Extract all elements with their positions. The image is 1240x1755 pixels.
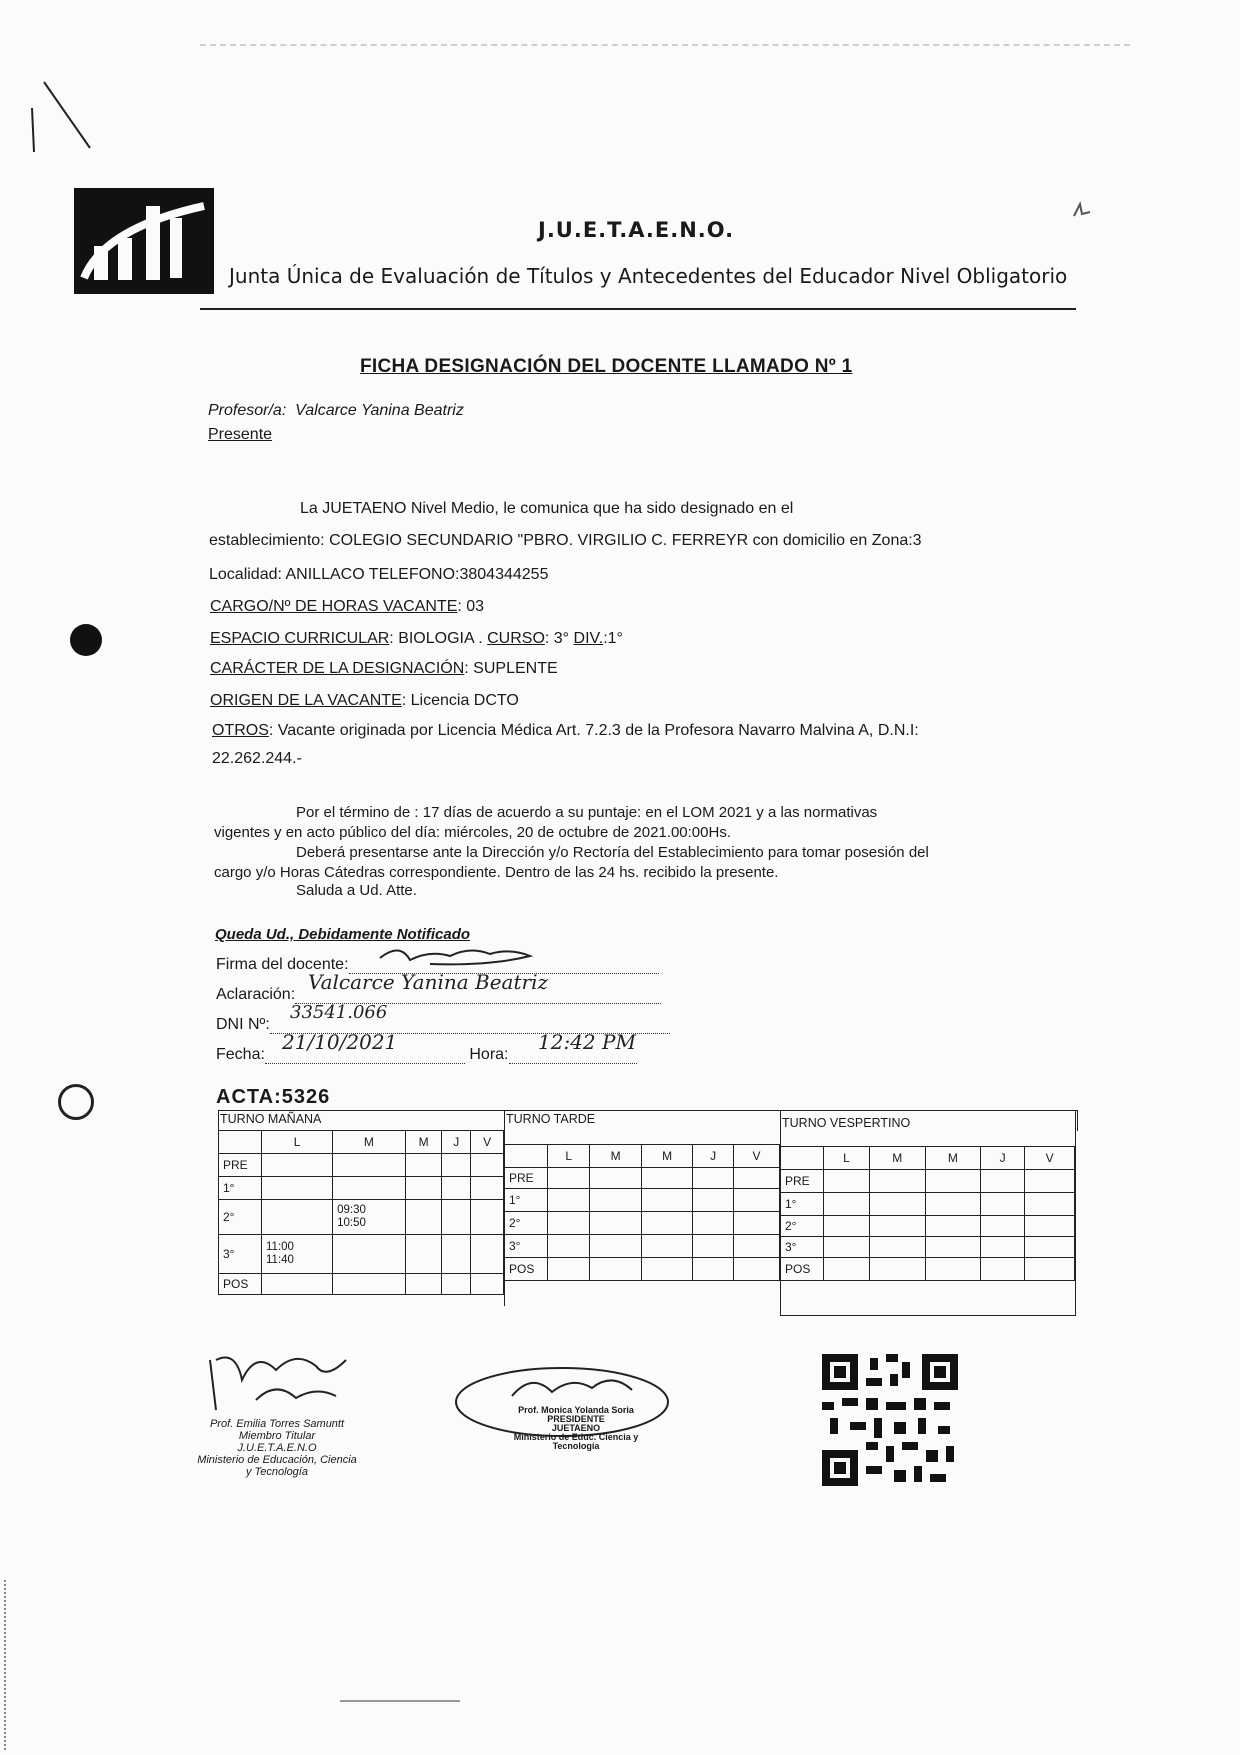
schedule-cell <box>824 1193 870 1216</box>
establecimiento-line: establecimiento: COLEGIO SECUNDARIO "PBRO. VIRGILIO C. FERREYR con domicilio en Zona:3 <box>209 532 922 549</box>
schedule-cell <box>824 1237 870 1258</box>
schedule-cell <box>1025 1237 1075 1258</box>
scan-mark-icon <box>20 78 100 158</box>
paragraph-line-4: cargo y/o Horas Cátedras correspondiente. Dentro de las 24 hs. recibido la presente. <box>214 864 779 881</box>
schedule-cell <box>442 1177 471 1200</box>
sig-left-line-3: J.U.E.T.A.E.N.O <box>237 1442 317 1454</box>
sig-center-line-2: PRESIDENTE <box>547 1414 605 1424</box>
schedule-cell <box>693 1235 734 1258</box>
schedule-header-row <box>219 1131 504 1154</box>
schedule-cell <box>262 1154 333 1177</box>
day-header-1: M <box>590 1145 641 1168</box>
day-header-0: L <box>548 1145 590 1168</box>
fecha-value: 21/10/2021 <box>282 1030 398 1054</box>
scan-edge-top <box>200 44 1130 54</box>
fecha-label: Fecha: <box>216 1046 265 1063</box>
day-header-1: M <box>869 1147 925 1170</box>
period-label: 3° <box>219 1235 262 1274</box>
paragraph-line-1: Por el término de : 17 días de acuerdo a su puntaje: en el LOM 2021 y a las normativas <box>296 804 878 821</box>
period-label: 2° <box>505 1212 548 1235</box>
day-header-2: M <box>405 1131 442 1154</box>
period-label: PRE <box>505 1168 548 1189</box>
schedule-manana-table <box>218 1130 504 1295</box>
schedule-cell <box>641 1235 692 1258</box>
signature-left-scribble <box>196 1340 376 1430</box>
otros-label: OTROS <box>212 722 269 739</box>
schedule-row <box>781 1170 1075 1193</box>
dni-label: DNI Nº: <box>216 1016 270 1033</box>
caracter-label: CARÁCTER DE LA DESIGNACIÓN <box>210 660 465 677</box>
turno-vespertino-title: TURNO VESPERTINO <box>782 1116 911 1130</box>
schedule-row <box>219 1235 504 1274</box>
day-header-1: M <box>333 1131 406 1154</box>
period-label: 1° <box>219 1177 262 1200</box>
schedule-cell <box>641 1189 692 1212</box>
schedule-cell <box>981 1258 1025 1281</box>
period-label: POS <box>781 1258 824 1281</box>
schedule-cell <box>733 1258 779 1281</box>
cargo-label: CARGO/Nº DE HORAS VACANTE <box>210 598 458 615</box>
schedule-cell <box>262 1200 333 1235</box>
espacio-line <box>210 630 623 648</box>
period-label: 2° <box>781 1216 824 1237</box>
schedule-row <box>505 1235 780 1258</box>
scan-edge-left <box>4 1580 10 1750</box>
hora-label: Hora: <box>469 1046 509 1063</box>
schedule-cell <box>981 1170 1025 1193</box>
turno-manana-title: TURNO MAÑANA <box>220 1112 322 1126</box>
sig-left-line-2: Miembro Titular <box>238 1430 316 1442</box>
period-label: PRE <box>781 1170 824 1193</box>
schedule-cell <box>981 1237 1025 1258</box>
otros-line <box>212 722 919 740</box>
schedule-cell <box>981 1216 1025 1237</box>
schedule-cell <box>471 1177 504 1200</box>
period-label: POS <box>219 1274 262 1295</box>
schedule-cell <box>641 1212 692 1235</box>
schedule-cell <box>869 1216 925 1237</box>
schedule-cell <box>824 1216 870 1237</box>
schedule-cell <box>641 1168 692 1189</box>
period-label: 2° <box>219 1200 262 1235</box>
paragraph-line-2: vigentes y en acto público del día: miércoles, 20 de octubre de 2021.00:00Hs. <box>214 824 731 841</box>
schedule-cell <box>1025 1216 1075 1237</box>
sig-left-line-5: y Tecnología <box>246 1466 308 1478</box>
schedule-cell <box>471 1274 504 1295</box>
schedule-cell <box>333 1274 406 1295</box>
schedule-cell <box>548 1258 590 1281</box>
schedule-cell <box>925 1237 981 1258</box>
cargo-line <box>210 598 484 616</box>
caracter-line <box>210 660 558 678</box>
schedule-cell <box>925 1258 981 1281</box>
curso-label: CURSO <box>487 630 545 647</box>
schedule-cell <box>590 1212 641 1235</box>
schedule-row <box>219 1274 504 1295</box>
div-value: :1° <box>603 630 623 647</box>
caracter-value: : SUPLENTE <box>464 660 558 677</box>
schedule-cell <box>471 1235 504 1274</box>
day-header-3: J <box>693 1145 734 1168</box>
otros-value: : Vacante originada por Licencia Médica Art. 7.2.3 de la Profesora Navarro Malvina A, D.N.I: <box>268 722 919 739</box>
schedule-frame-bottom-right <box>780 1315 1076 1316</box>
schedule-header-row <box>781 1147 1075 1170</box>
period-label: PRE <box>219 1154 262 1177</box>
schedule-cell <box>869 1170 925 1193</box>
aclaracion-value: Valcarce Yanina Beatriz <box>308 970 549 994</box>
document-title: FICHA DESIGNACIÓN DEL DOCENTE LLAMADO Nº 1 <box>360 356 853 377</box>
org-long-title: Junta Única de Evaluación de Títulos y Antecedentes del Educador Nivel Obligatorio <box>229 264 1068 288</box>
schedule-cell: 11:00 11:40 <box>262 1235 333 1274</box>
schedule-cell <box>733 1235 779 1258</box>
day-header-3: J <box>442 1131 471 1154</box>
qr-code-icon <box>822 1354 958 1486</box>
schedule-cell <box>925 1193 981 1216</box>
schedule-cell <box>733 1168 779 1189</box>
schedule-cell <box>548 1212 590 1235</box>
schedule-cell <box>405 1154 442 1177</box>
period-label: 3° <box>781 1237 824 1258</box>
schedule-cell <box>548 1189 590 1212</box>
schedule-cell <box>333 1235 406 1274</box>
schedule-row <box>219 1177 504 1200</box>
schedule-cell <box>1025 1193 1075 1216</box>
period-label: 1° <box>505 1189 548 1212</box>
schedule-cell <box>590 1168 641 1189</box>
hora-value: 12:42 PM <box>538 1030 636 1054</box>
juetaeno-logo <box>74 188 214 294</box>
signature-center-block <box>496 1406 656 1451</box>
schedule-cell <box>405 1200 442 1235</box>
schedule-cell: 09:30 10:50 <box>333 1200 406 1235</box>
paragraph-line-5: Saluda a Ud. Atte. <box>296 882 417 899</box>
schedule-cell <box>442 1200 471 1235</box>
schedule-cell <box>548 1235 590 1258</box>
schedule-cell <box>471 1200 504 1235</box>
paragraph-line-3: Deberá presentarse ante la Dirección y/o Rectoría del Establecimiento para tomar posesión del <box>296 844 929 861</box>
schedule-cell <box>590 1258 641 1281</box>
origen-label: ORIGEN DE LA VACANTE <box>210 692 402 709</box>
punch-hole-mark <box>70 624 102 656</box>
schedule-row <box>781 1193 1075 1216</box>
schedule-cell <box>590 1189 641 1212</box>
day-header-2: M <box>925 1147 981 1170</box>
sig-center-line-4: Ministerio de Educ. Ciencia y Tecnología <box>513 1432 639 1451</box>
turno-tarde-title: TURNO TARDE <box>506 1112 596 1126</box>
notification-title: Queda Ud., Debidamente Notificado <box>215 926 471 943</box>
cargo-value: : 03 <box>457 598 485 615</box>
schedule-cell <box>693 1258 734 1281</box>
schedule-row <box>505 1189 780 1212</box>
day-header-0: L <box>824 1147 870 1170</box>
recipient-name: Valcarce Yanina Beatriz <box>295 402 464 419</box>
schedule-row <box>219 1200 504 1235</box>
schedule-cell <box>548 1168 590 1189</box>
schedule-corner-cell <box>505 1145 548 1168</box>
schedule-row <box>505 1258 780 1281</box>
day-header-3: J <box>981 1147 1025 1170</box>
day-header-4: V <box>733 1145 779 1168</box>
schedule-cell <box>869 1258 925 1281</box>
schedule-row <box>781 1237 1075 1258</box>
schedule-cell <box>733 1212 779 1235</box>
schedule-cell <box>641 1258 692 1281</box>
div-label: DIV. <box>573 630 604 647</box>
schedule-cell <box>925 1170 981 1193</box>
schedule-row <box>505 1212 780 1235</box>
schedule-header-row <box>505 1145 780 1168</box>
schedule-cell <box>405 1235 442 1274</box>
schedule-cell <box>824 1170 870 1193</box>
schedule-frame <box>218 1110 1078 1131</box>
schedule-cell <box>471 1154 504 1177</box>
period-label: POS <box>505 1258 548 1281</box>
schedule-cell <box>405 1274 442 1295</box>
localidad-line: Localidad: ANILLACO TELEFONO:3804344255 <box>209 566 549 583</box>
origen-value: : Licencia DCTO <box>401 692 519 709</box>
schedule-cell <box>442 1274 471 1295</box>
schedule-cell <box>590 1235 641 1258</box>
espacio-label: ESPACIO CURRICULAR <box>210 630 390 647</box>
day-header-2: M <box>641 1145 692 1168</box>
schedule-cell <box>733 1189 779 1212</box>
punch-hole-ring <box>58 1084 94 1120</box>
intro-line: La JUETAENO Nivel Medio, le comunica que ha sido designado en el <box>300 500 794 517</box>
schedule-cell <box>693 1212 734 1235</box>
period-label: 3° <box>505 1235 548 1258</box>
aclaracion-label: Aclaración: <box>216 986 296 1003</box>
schedule-cell <box>1025 1258 1075 1281</box>
presente-label: Presente <box>208 426 273 443</box>
day-header-4: V <box>471 1131 504 1154</box>
schedule-vespertino-table <box>780 1146 1075 1281</box>
schedule-cell <box>693 1168 734 1189</box>
day-header-4: V <box>1025 1147 1075 1170</box>
schedule-corner-cell <box>781 1147 824 1170</box>
schedule-cell <box>824 1258 870 1281</box>
recipient-line: Profesor/a: Valcarce Yanina Beatriz <box>208 402 464 419</box>
sig-left-line-4: Ministerio de Educación, Ciencia <box>197 1454 357 1466</box>
teacher-signature <box>370 940 540 970</box>
sig-center-line-3: JUETAENO <box>551 1423 601 1433</box>
espacio-value: : BIOLOGIA . <box>389 630 488 647</box>
period-label: 1° <box>781 1193 824 1216</box>
day-header-0: L <box>262 1131 333 1154</box>
schedule-row <box>781 1258 1075 1281</box>
schedule-cell <box>333 1154 406 1177</box>
schedule-cell <box>442 1154 471 1177</box>
dni-value: 33541.066 <box>290 1002 388 1023</box>
sig-left-line-1: Prof. Emilia Torres Samuntt <box>209 1418 345 1430</box>
schedule-cell <box>262 1274 333 1295</box>
schedule-cell <box>869 1237 925 1258</box>
schedule-frame-right <box>1075 1110 1076 1316</box>
schedule-cell <box>442 1235 471 1274</box>
schedule-cell <box>333 1177 406 1200</box>
scan-edge-bottom <box>340 1700 460 1702</box>
schedule-cell <box>981 1193 1025 1216</box>
scan-smudge-icon <box>1070 198 1100 222</box>
schedule-cell <box>869 1193 925 1216</box>
curso-value: : 3° <box>544 630 574 647</box>
schedule-row <box>781 1216 1075 1237</box>
recipient-label: Profesor/a <box>208 402 282 419</box>
schedule-tarde-table <box>504 1144 780 1281</box>
org-short-title: J.U.E.T.A.E.N.O. <box>538 218 735 242</box>
otros-dni: 22.262.244.- <box>212 750 302 767</box>
schedule-row <box>219 1154 504 1177</box>
schedule-cell <box>262 1177 333 1200</box>
schedule-cell <box>405 1177 442 1200</box>
schedule-cell <box>1025 1170 1075 1193</box>
header-divider <box>200 308 1076 310</box>
signature-left-block <box>172 1418 382 1478</box>
firma-label: Firma del docente: <box>216 956 349 973</box>
schedule-cell <box>925 1216 981 1237</box>
schedule-corner-cell <box>219 1131 262 1154</box>
sig-center-line-1: Prof. Monica Yolanda Soria <box>518 1405 634 1415</box>
schedule-cell <box>693 1189 734 1212</box>
origen-line <box>210 692 519 710</box>
schedule-row <box>505 1168 780 1189</box>
acta-number: ACTA:5326 <box>216 1086 331 1108</box>
